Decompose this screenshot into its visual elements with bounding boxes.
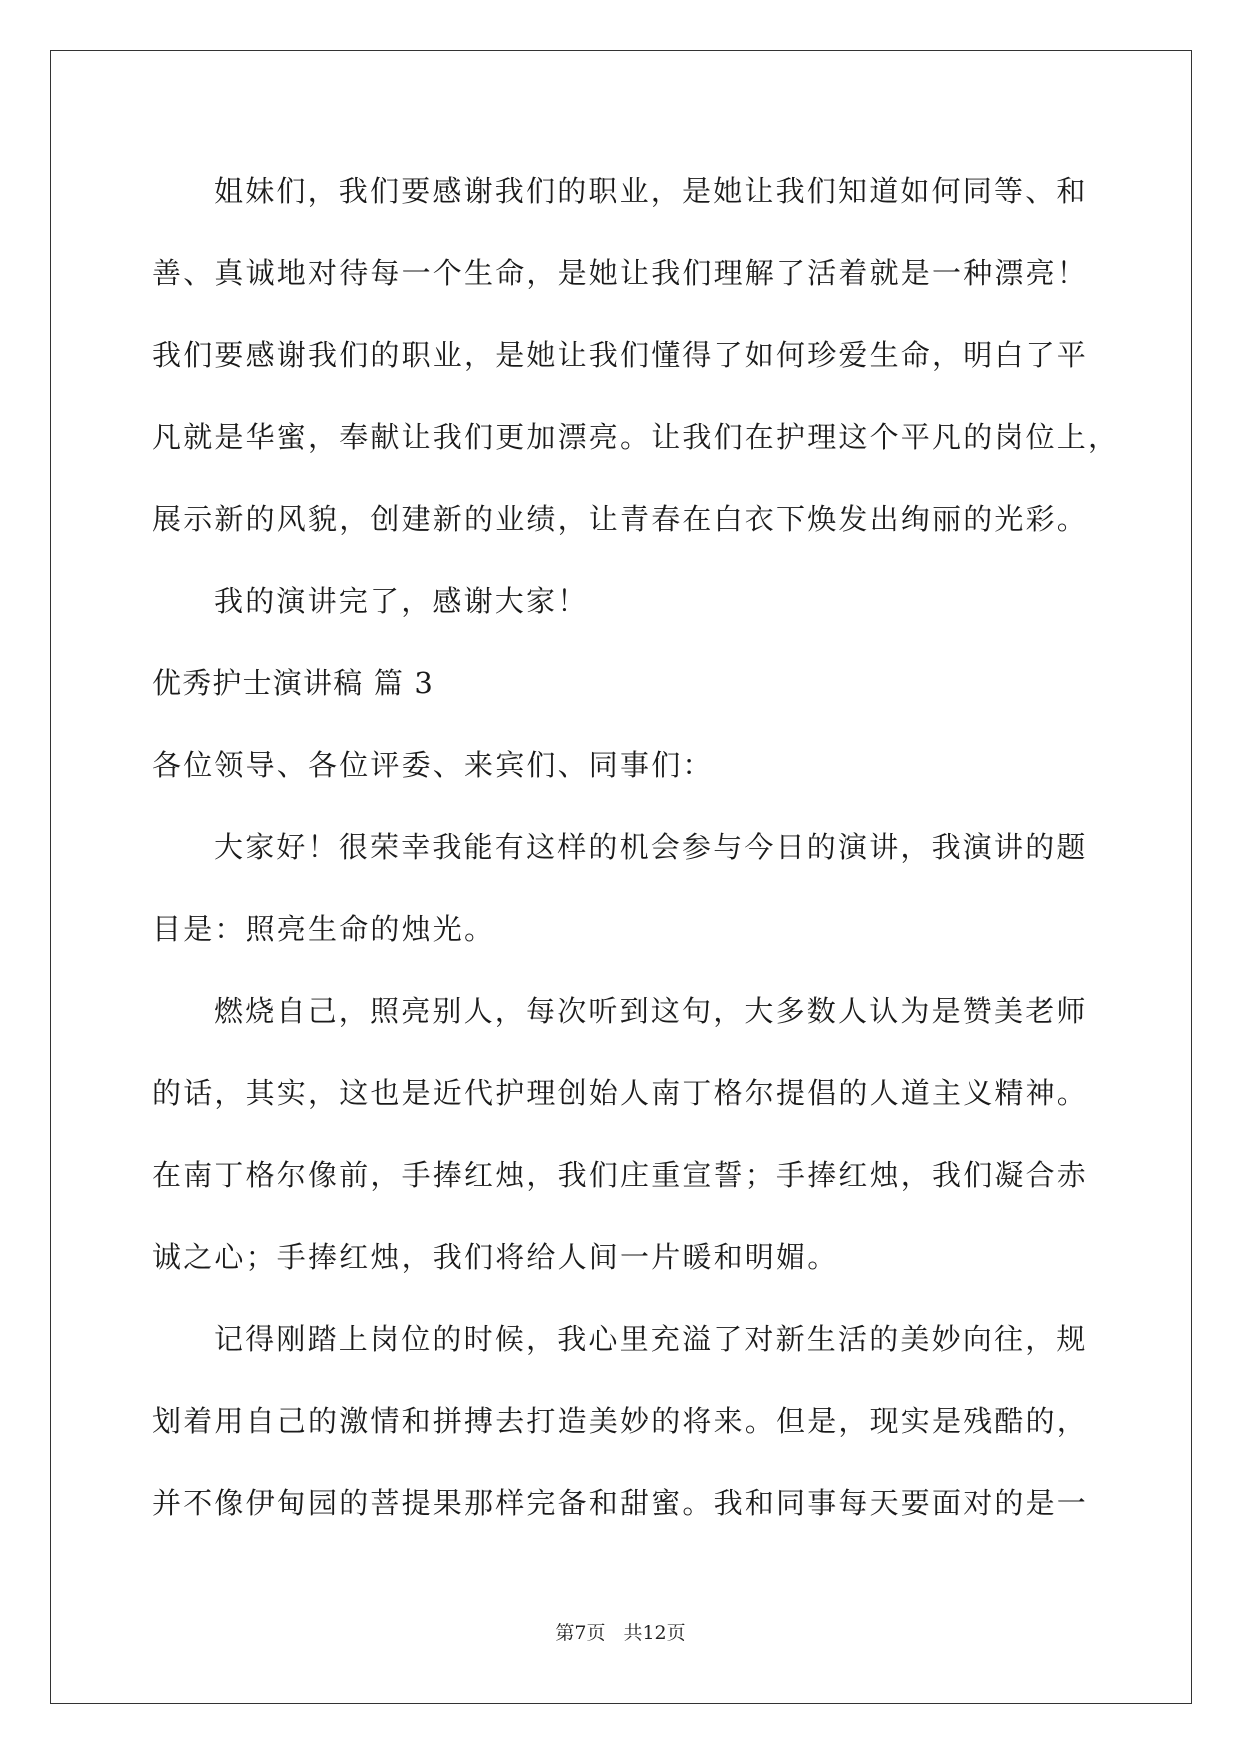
paragraph-line: 并不像伊甸园的菩提果那样完备和甜蜜。我和同事每天要面对的是一 (152, 1486, 1089, 1520)
paragraph-line: 诚之心；手捧红烛，我们将给人间一片暖和明媚。 (152, 1240, 839, 1274)
paragraph-line: 在南丁格尔像前，手捧红烛，我们庄重宣誓；手捧红烛，我们凝合赤 (152, 1158, 1089, 1192)
page-footer (0, 1621, 1241, 1645)
paragraph-line: 划着用自己的激情和拼搏去打造美妙的将来。但是，现实是残酷的， (152, 1404, 1089, 1438)
paragraph-line: 大家好！很荣幸我能有这样的机会参与今日的演讲，我演讲的题 (214, 830, 1088, 864)
salutation-line: 各位领导、各位评委、来宾们、同事们： (152, 748, 714, 782)
paragraph-line: 展示新的风貌，创建新的业绩，让青春在白衣下焕发出绚丽的光彩。 (152, 502, 1089, 536)
paragraph-line: 燃烧自己，照亮别人，每次听到这句，大多数人认为是赞美老师 (214, 994, 1088, 1028)
paragraph-line: 姐妹们，我们要感谢我们的职业，是她让我们知道如何同等、和 (214, 174, 1088, 208)
page-number-current: 第7页 (555, 1622, 606, 1644)
paragraph-line: 我们要感谢我们的职业，是她让我们懂得了如何珍爱生命，明白了平 (152, 338, 1089, 372)
paragraph-line: 我的演讲完了，感谢大家！ (214, 584, 589, 618)
paragraph-line: 的话，其实，这也是近代护理创始人南丁格尔提倡的人道主义精神。 (152, 1076, 1089, 1110)
paragraph-line: 善、真诚地对待每一个生命，是她让我们理解了活着就是一种漂亮！ (152, 256, 1089, 290)
paragraph-line: 记得刚踏上岗位的时候，我心里充溢了对新生活的美妙向往，规 (214, 1322, 1088, 1356)
page-border (50, 50, 1192, 1704)
paragraph-line: 凡就是华蜜，奉献让我们更加漂亮。让我们在护理这个平凡的岗位上， (152, 420, 1120, 454)
section-heading: 优秀护士演讲稿 篇 3 (152, 666, 435, 700)
page-number-total: 共12页 (623, 1622, 686, 1644)
paragraph-line: 目是：照亮生命的烛光。 (152, 912, 496, 946)
